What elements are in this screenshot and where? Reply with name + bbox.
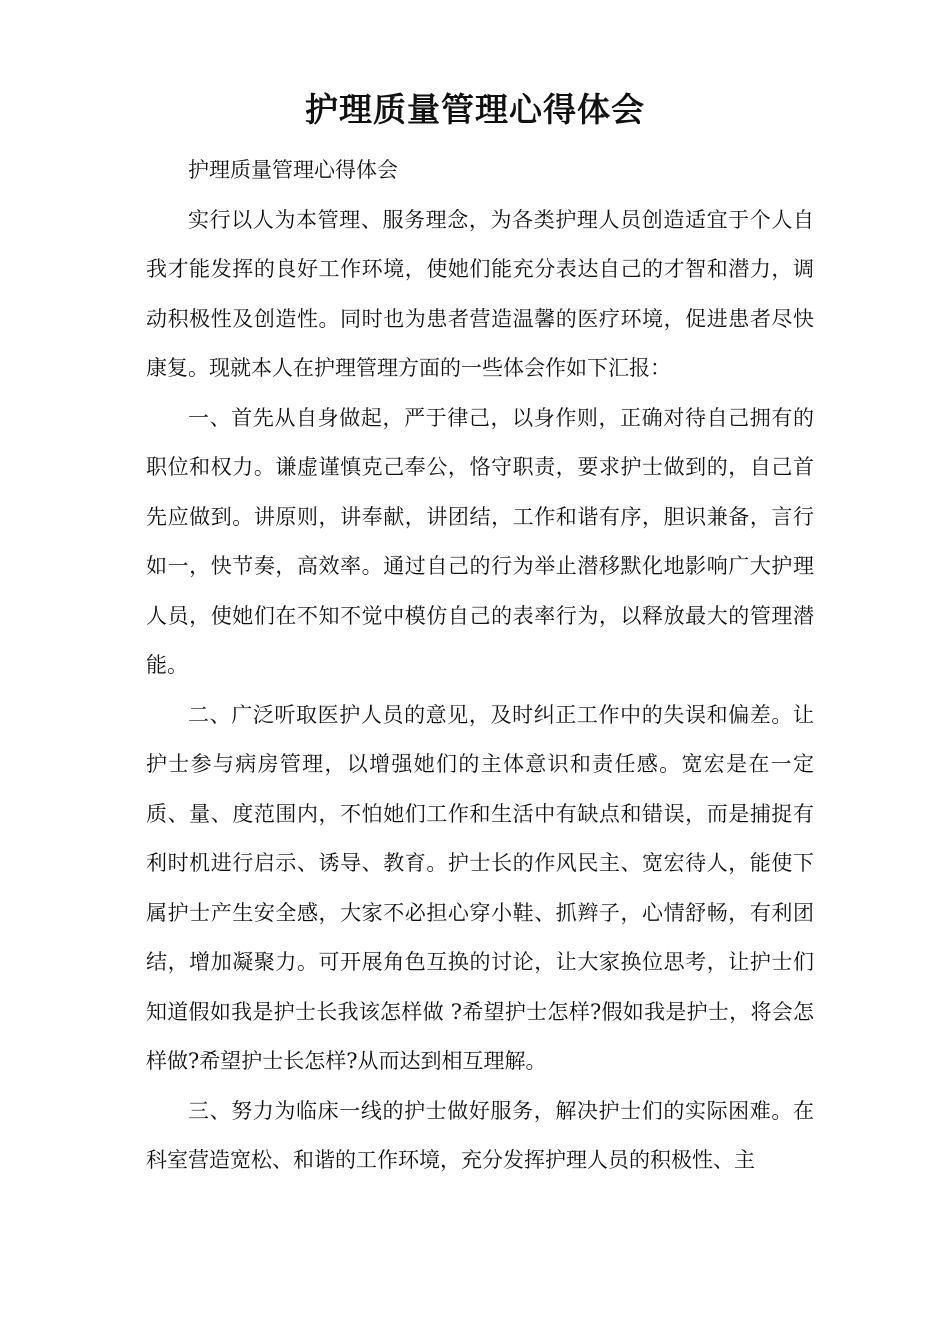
paragraph-subtitle: 护理质量管理心得体会 bbox=[188, 158, 398, 182]
paragraph-point-3: 三、努力为临床一线的护士做好服务，解决护士们的实际困难。在科室营造宽松、和谐的工作环境，充分发挥护理人员的积极性、主 bbox=[146, 1098, 814, 1172]
paragraph-intro: 实行以人为本管理、服务理念，为各类护理人员创造适宜于个人自我才能发挥的良好工作环境，使她们能充分表达自己的才智和潜力，调动积极性及创造性。同时也为患者营造温馨的医疗环境，促进患者尽快康复。现就本人在护理管理方面的一些体会作如下汇报： bbox=[146, 207, 814, 380]
document-title: 护理质量管理心得体会 bbox=[305, 90, 645, 129]
document-body bbox=[146, 146, 814, 1186]
paragraph-point-1: 一、首先从自身做起，严于律己，以身作则，正确对待自己拥有的职位和权力。谦虚谨慎克己奉公，恪守职责，要求护士做到的，自己首先应做到。讲原则，讲奉献，讲团结，工作和谐有序，胆识兼备，言行如一，快节奏，高效率。通过自己的行为举止潜移默化地影响广大护理人员，使她们在不知不觉中模仿自己的表率行为，以释放最大的管理潜能。 bbox=[146, 405, 814, 677]
paragraph-point-2: 二、广泛听取医护人员的意见，及时纠正工作中的失误和偏差。让护士参与病房管理，以增强她们的主体意识和责任感。宽宏是在一定质、量、度范围内，不怕她们工作和生活中有缺点和错误，而是捕捉有利时机进行启示、诱导、教育。护士长的作风民主、宽宏待人，能使下属护士产生安全感，大家不必担心穿小鞋、抓辫子，心情舒畅，有利团结，增加凝聚力。可开展角色互换的讨论，让大家换位思考，让护士们知道假如我是护士长我该怎样做 ?希望护士怎样?假如我是护士，将会怎样做?希望护士长怎样?从而达到相互理解。 bbox=[146, 702, 814, 1073]
